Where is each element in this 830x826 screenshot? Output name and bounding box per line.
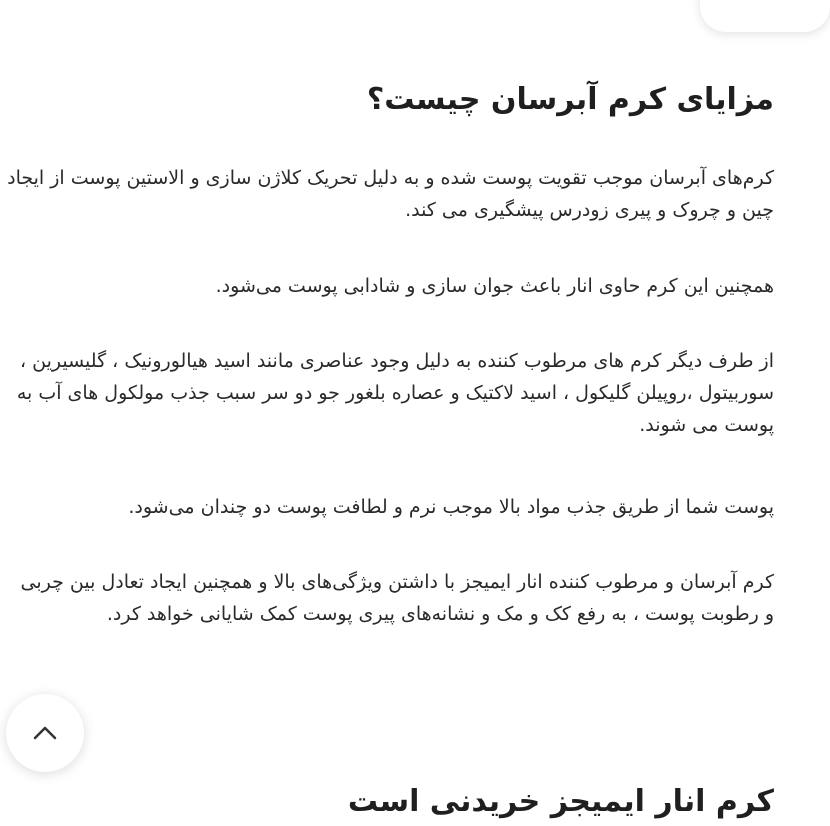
top-corner-card[interactable] bbox=[700, 0, 830, 32]
paragraph-4: پوست شما از طریق جذب مواد بالا موجب نرم و لطافت پوست دو چندان می‌شود. bbox=[128, 496, 774, 518]
scroll-to-top-button[interactable] bbox=[6, 694, 84, 772]
paragraph-2: همچنین این کرم حاوی انار باعث جوان سازی و شادابی پوست می‌شود. bbox=[215, 275, 774, 297]
paragraph-1: کرم‌های آبرسان موجب تقویت پوست شده و به دلیل تحریک کلاژن سازی و الاستین پوست از ایجاد چین و چروک و پیری زودرس پیشگیری می کند. bbox=[7, 167, 774, 221]
paragraph-3: از طرف دیگر کرم های مرطوب کننده به دلیل وجود عناصری مانند اسید هیالورونیک ، گلیسیرین ، سوربیتول ،روپیلن گلیکول ، اسید لاکتیک و عصاره بلغور جو دو سر سبب جذب مولکول های آب به پوست می شوند. bbox=[16, 350, 774, 436]
paragraph-5: کرم آبرسان و مرطوب کننده انار ایمیجز با داشتن ویژگی‌های بالا و همچنین ایجاد تعادل بین چربی و رطوبت پوست ، به رفع کک و مک و نشانه‌های پیری پوست کمک شایانی خواهد کرد. bbox=[20, 571, 774, 625]
chevron-up-icon bbox=[30, 718, 60, 748]
section-heading: مزایای کرم آبرسان چیست؟ bbox=[366, 82, 774, 117]
next-section-heading: کرم انار ایمیجز خریدنی است bbox=[347, 784, 774, 819]
